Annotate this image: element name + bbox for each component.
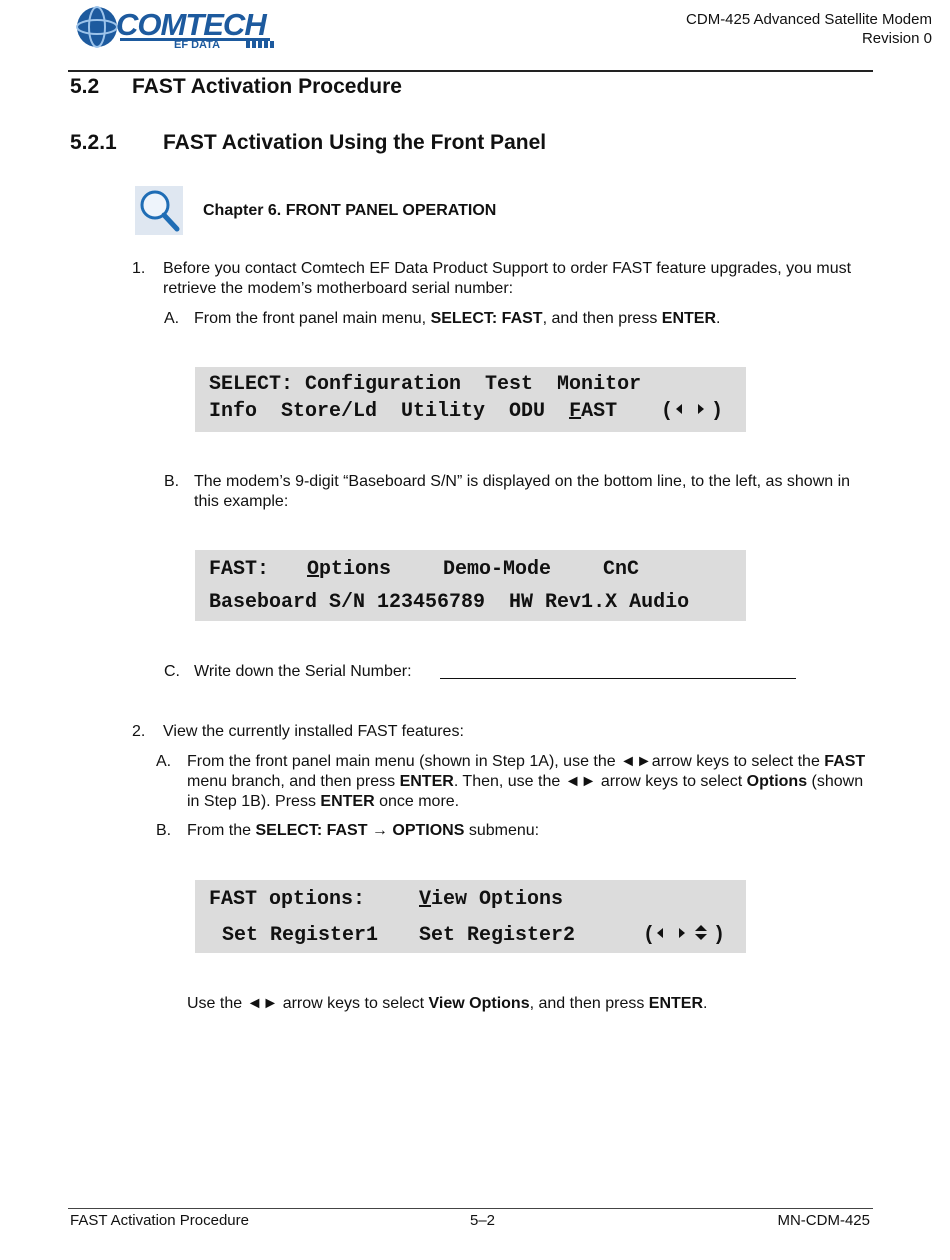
text-run: once more.: [374, 793, 460, 810]
bold-run: FAST: [824, 753, 866, 770]
lcd-paren-open: (: [661, 400, 674, 423]
text-run: (shown in Step 1B). Press: [187, 773, 864, 810]
logo-text: COMTECH: [116, 7, 266, 42]
magnifier-icon: [135, 186, 183, 235]
step1-text: Before you contact Comtech EF Data Product Support to order FAST feature upgrades, you must retrieve the modem’s motherboard serial number:: [163, 260, 852, 297]
subsection-title: FAST Activation Using the Front Panel: [163, 131, 547, 154]
down-arrow-icon: [695, 934, 707, 940]
lcd-display-fast-menu: [195, 550, 746, 621]
subsection-number: 5.2.1: [70, 131, 117, 154]
logo-subtext: EF DATA: [174, 39, 221, 51]
lcd-fast-label: FAST:: [209, 558, 270, 581]
lcd-text: iew Options: [431, 888, 564, 911]
step2-text: View the currently installed FAST features:: [163, 723, 464, 740]
footer-right: MN-CDM-425: [777, 1212, 870, 1229]
step2a-label: A.: [156, 753, 172, 770]
lcd-set-register1: Set Register1: [222, 924, 379, 947]
text-run: submenu:: [464, 822, 540, 839]
lcd-serial-line: Baseboard S/N 123456789 HW Rev1.X Audio: [209, 591, 690, 614]
left-arrow-icon: [657, 928, 663, 938]
step2a-text: [187, 752, 877, 812]
lcd-options: [307, 558, 391, 581]
bold-run: ENTER: [399, 773, 454, 790]
right-arrow-icon: [698, 404, 704, 414]
use-arrow-keys-text: [187, 994, 707, 1014]
doc-title: CDM-425 Advanced Satellite Modem: [686, 11, 932, 28]
step1-number: 1.: [132, 260, 146, 277]
bold-run: ENTER: [320, 793, 375, 810]
lcd-demo-mode: Demo-Mode: [443, 558, 552, 581]
bold-run: SELECT: FAST → OPTIONS: [255, 822, 465, 839]
footer-rule: [68, 1208, 873, 1209]
document-header: [686, 10, 932, 48]
text-run: From the front panel main menu,: [194, 310, 431, 327]
text-run: From the front panel main menu (shown in Step 1A), use the ◄►arrow keys to select the: [187, 753, 825, 770]
step2b-label: B.: [156, 822, 172, 839]
bold-run: Options: [746, 773, 808, 790]
page-number: 5–2: [470, 1212, 496, 1229]
bold-run: ENTER: [661, 310, 716, 327]
doc-revision: Revision 0: [861, 30, 932, 47]
subsection-heading: [70, 131, 546, 155]
step1a-text: [194, 309, 720, 329]
lcd-line-1: SELECT: Configuration Test Monitor: [209, 373, 642, 396]
bold-run: View Options: [428, 995, 530, 1012]
lcd-set-register2: Set Register2: [419, 924, 576, 947]
section-title: FAST Activation Procedure: [132, 75, 402, 98]
text-run: .: [703, 995, 708, 1012]
lcd-paren-open: (: [643, 924, 656, 947]
right-arrow-icon: [679, 928, 685, 938]
lcd-cursor-char: F: [569, 400, 582, 423]
text-run: From the: [187, 822, 256, 839]
step2-number: 2.: [132, 723, 146, 740]
step1c-label: C.: [164, 663, 180, 680]
lcd-display-main-menu: [195, 367, 746, 432]
serial-number-blank-line: [440, 678, 796, 679]
lcd-cursor-char: O: [307, 558, 320, 581]
lcd-paren-close: ): [711, 400, 724, 423]
step2b-text: [187, 821, 539, 841]
text-run: , and then press: [529, 995, 649, 1012]
step1a-label: A.: [164, 310, 180, 327]
header-rule: [68, 70, 873, 72]
step1b-text: The modem’s 9-digit “Baseboard S/N” is displayed on the bottom line, to the left, as shown in this example:: [194, 473, 851, 510]
text-run: Use the ◄► arrow keys to select: [187, 995, 429, 1012]
text-run: . Then, use the ◄► arrow keys to select: [453, 773, 747, 790]
lcd-view-options: [419, 888, 563, 911]
section-heading: [70, 75, 402, 99]
text-run: menu branch, and then press: [187, 773, 400, 790]
text-run: .: [716, 310, 721, 327]
company-logo: [70, 5, 288, 53]
lcd-display-fast-options: [195, 880, 746, 953]
lcd-fast-options-label: FAST options:: [209, 888, 366, 911]
step1b-label: B.: [164, 473, 180, 490]
footer-left: FAST Activation Procedure: [70, 1212, 249, 1229]
bold-run: SELECT: FAST: [430, 310, 543, 327]
lcd-paren-close: ): [713, 924, 726, 947]
left-arrow-icon: [676, 404, 682, 414]
lcd-text: ptions: [319, 558, 392, 581]
text-run: , and then press: [542, 310, 662, 327]
lcd-cnc: CnC: [603, 558, 640, 581]
bold-run: ENTER: [648, 995, 704, 1012]
reference-text: Chapter 6. FRONT PANEL OPERATION: [203, 202, 497, 219]
up-arrow-icon: [695, 925, 707, 931]
lcd-text: AST: [581, 400, 618, 423]
lcd-text: Info Store/Ld Utility ODU: [209, 400, 570, 423]
lcd-line-2: [209, 400, 617, 423]
reference-icon-box: [135, 186, 183, 235]
lcd-cursor-char: V: [419, 888, 432, 911]
section-number: 5.2: [70, 75, 100, 98]
step1c-text: Write down the Serial Number:: [194, 663, 412, 680]
